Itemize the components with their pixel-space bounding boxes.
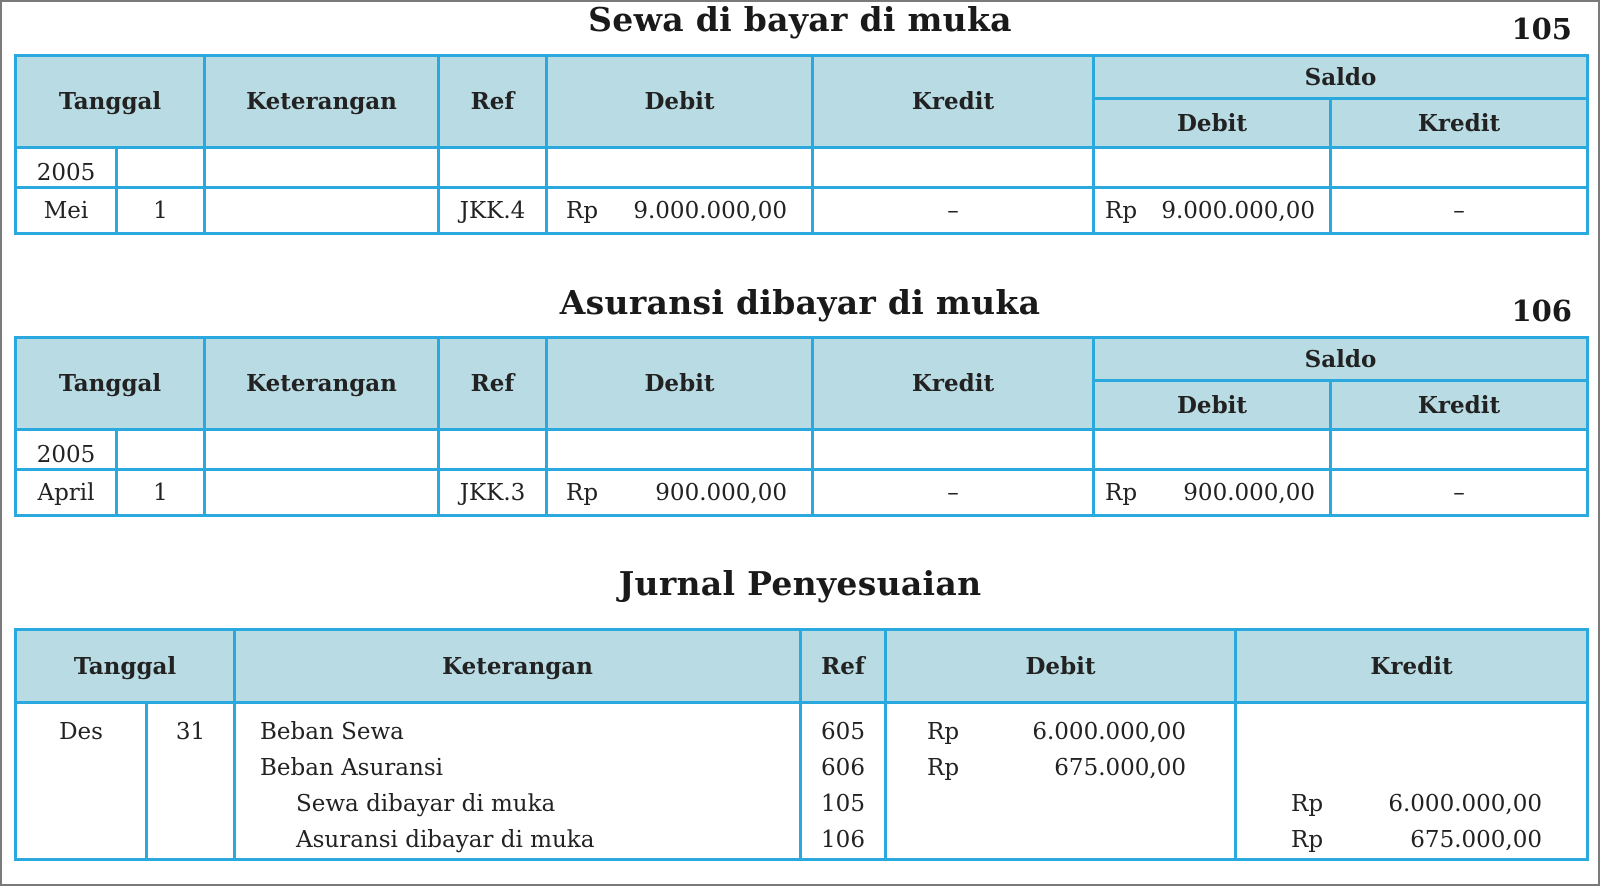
table-row bbox=[16, 188, 1588, 234]
journal-title: Jurnal Penyesuaian bbox=[618, 564, 982, 603]
journal-keterangan-cell bbox=[235, 703, 801, 860]
ref-cell: JKK.4 bbox=[439, 188, 547, 234]
header-saldo: Saldo bbox=[1094, 56, 1588, 99]
saldo-debit-cell: Rp 900.000,00 bbox=[1094, 470, 1331, 516]
kredit-cell: – bbox=[813, 188, 1094, 234]
ledger-title-sewa: Sewa di bayar di muka bbox=[588, 0, 1012, 39]
header-saldo: Saldo bbox=[1094, 338, 1588, 381]
journal-day-cell: 31 bbox=[147, 703, 235, 860]
list-item: Sewa dibayar di muka bbox=[296, 791, 556, 817]
account-number-sewa: 105 bbox=[1511, 12, 1572, 46]
journal-debit-cell: Rp 6.000.000,00 Rp 675.000,00 bbox=[886, 703, 1236, 860]
debit-cell: Rp 900.000,00 bbox=[547, 470, 813, 516]
header-keterangan: Keterangan bbox=[205, 56, 439, 148]
header-ref: Ref bbox=[439, 56, 547, 148]
ref-cell: JKK.3 bbox=[439, 470, 547, 516]
journal-table bbox=[14, 628, 1589, 861]
header-kredit: Kredit bbox=[1236, 630, 1588, 703]
header-tanggal: Tanggal bbox=[16, 630, 235, 703]
keterangan-cell bbox=[205, 188, 439, 234]
header-saldo-debit: Debit bbox=[1094, 381, 1331, 430]
header-saldo-debit: Debit bbox=[1094, 99, 1331, 148]
header-kredit: Kredit bbox=[813, 56, 1094, 148]
journal-month-cell: Des bbox=[16, 703, 147, 860]
header-saldo-kredit: Kredit bbox=[1331, 99, 1588, 148]
ledger-table-sewa bbox=[14, 54, 1589, 235]
header-debit: Debit bbox=[547, 338, 813, 430]
saldo-debit-cell: Rp 9.000.000,00 bbox=[1094, 188, 1331, 234]
account-number-asuransi: 106 bbox=[1511, 294, 1572, 328]
header-tanggal: Tanggal bbox=[16, 56, 205, 148]
header-keterangan: Keterangan bbox=[205, 338, 439, 430]
header-tanggal: Tanggal bbox=[16, 338, 205, 430]
header-ref: Ref bbox=[439, 338, 547, 430]
year-cell: 2005 bbox=[16, 148, 117, 188]
header-keterangan: Keterangan bbox=[235, 630, 801, 703]
journal-kredit-cell: Rp 6.000.000,00 Rp 675.000,00 bbox=[1236, 703, 1588, 860]
list-item: Asuransi dibayar di muka bbox=[296, 827, 595, 853]
header-kredit: Kredit bbox=[813, 338, 1094, 430]
kredit-cell: – bbox=[813, 470, 1094, 516]
year-cell: 2005 bbox=[16, 430, 117, 470]
month-cell: April bbox=[16, 470, 117, 516]
header-debit: Debit bbox=[886, 630, 1236, 703]
saldo-kredit-cell: – bbox=[1331, 188, 1588, 234]
list-item: Beban Asuransi bbox=[260, 755, 443, 781]
saldo-kredit-cell: – bbox=[1331, 470, 1588, 516]
header-saldo-kredit: Kredit bbox=[1331, 381, 1588, 430]
header-ref: Ref bbox=[801, 630, 886, 703]
table-row bbox=[16, 470, 1588, 516]
month-cell: Mei bbox=[16, 188, 117, 234]
day-cell: 1 bbox=[117, 470, 205, 516]
list-item: Beban Sewa bbox=[260, 719, 404, 745]
journal-ref-cell: 605 606 105 106 bbox=[801, 703, 886, 860]
ledger-table-asuransi bbox=[14, 336, 1589, 517]
keterangan-cell bbox=[205, 470, 439, 516]
debit-cell: Rp 9.000.000,00 bbox=[547, 188, 813, 234]
ledger-title-asuransi: Asuransi dibayar di muka bbox=[559, 283, 1041, 322]
header-debit: Debit bbox=[547, 56, 813, 148]
day-cell: 1 bbox=[117, 188, 205, 234]
